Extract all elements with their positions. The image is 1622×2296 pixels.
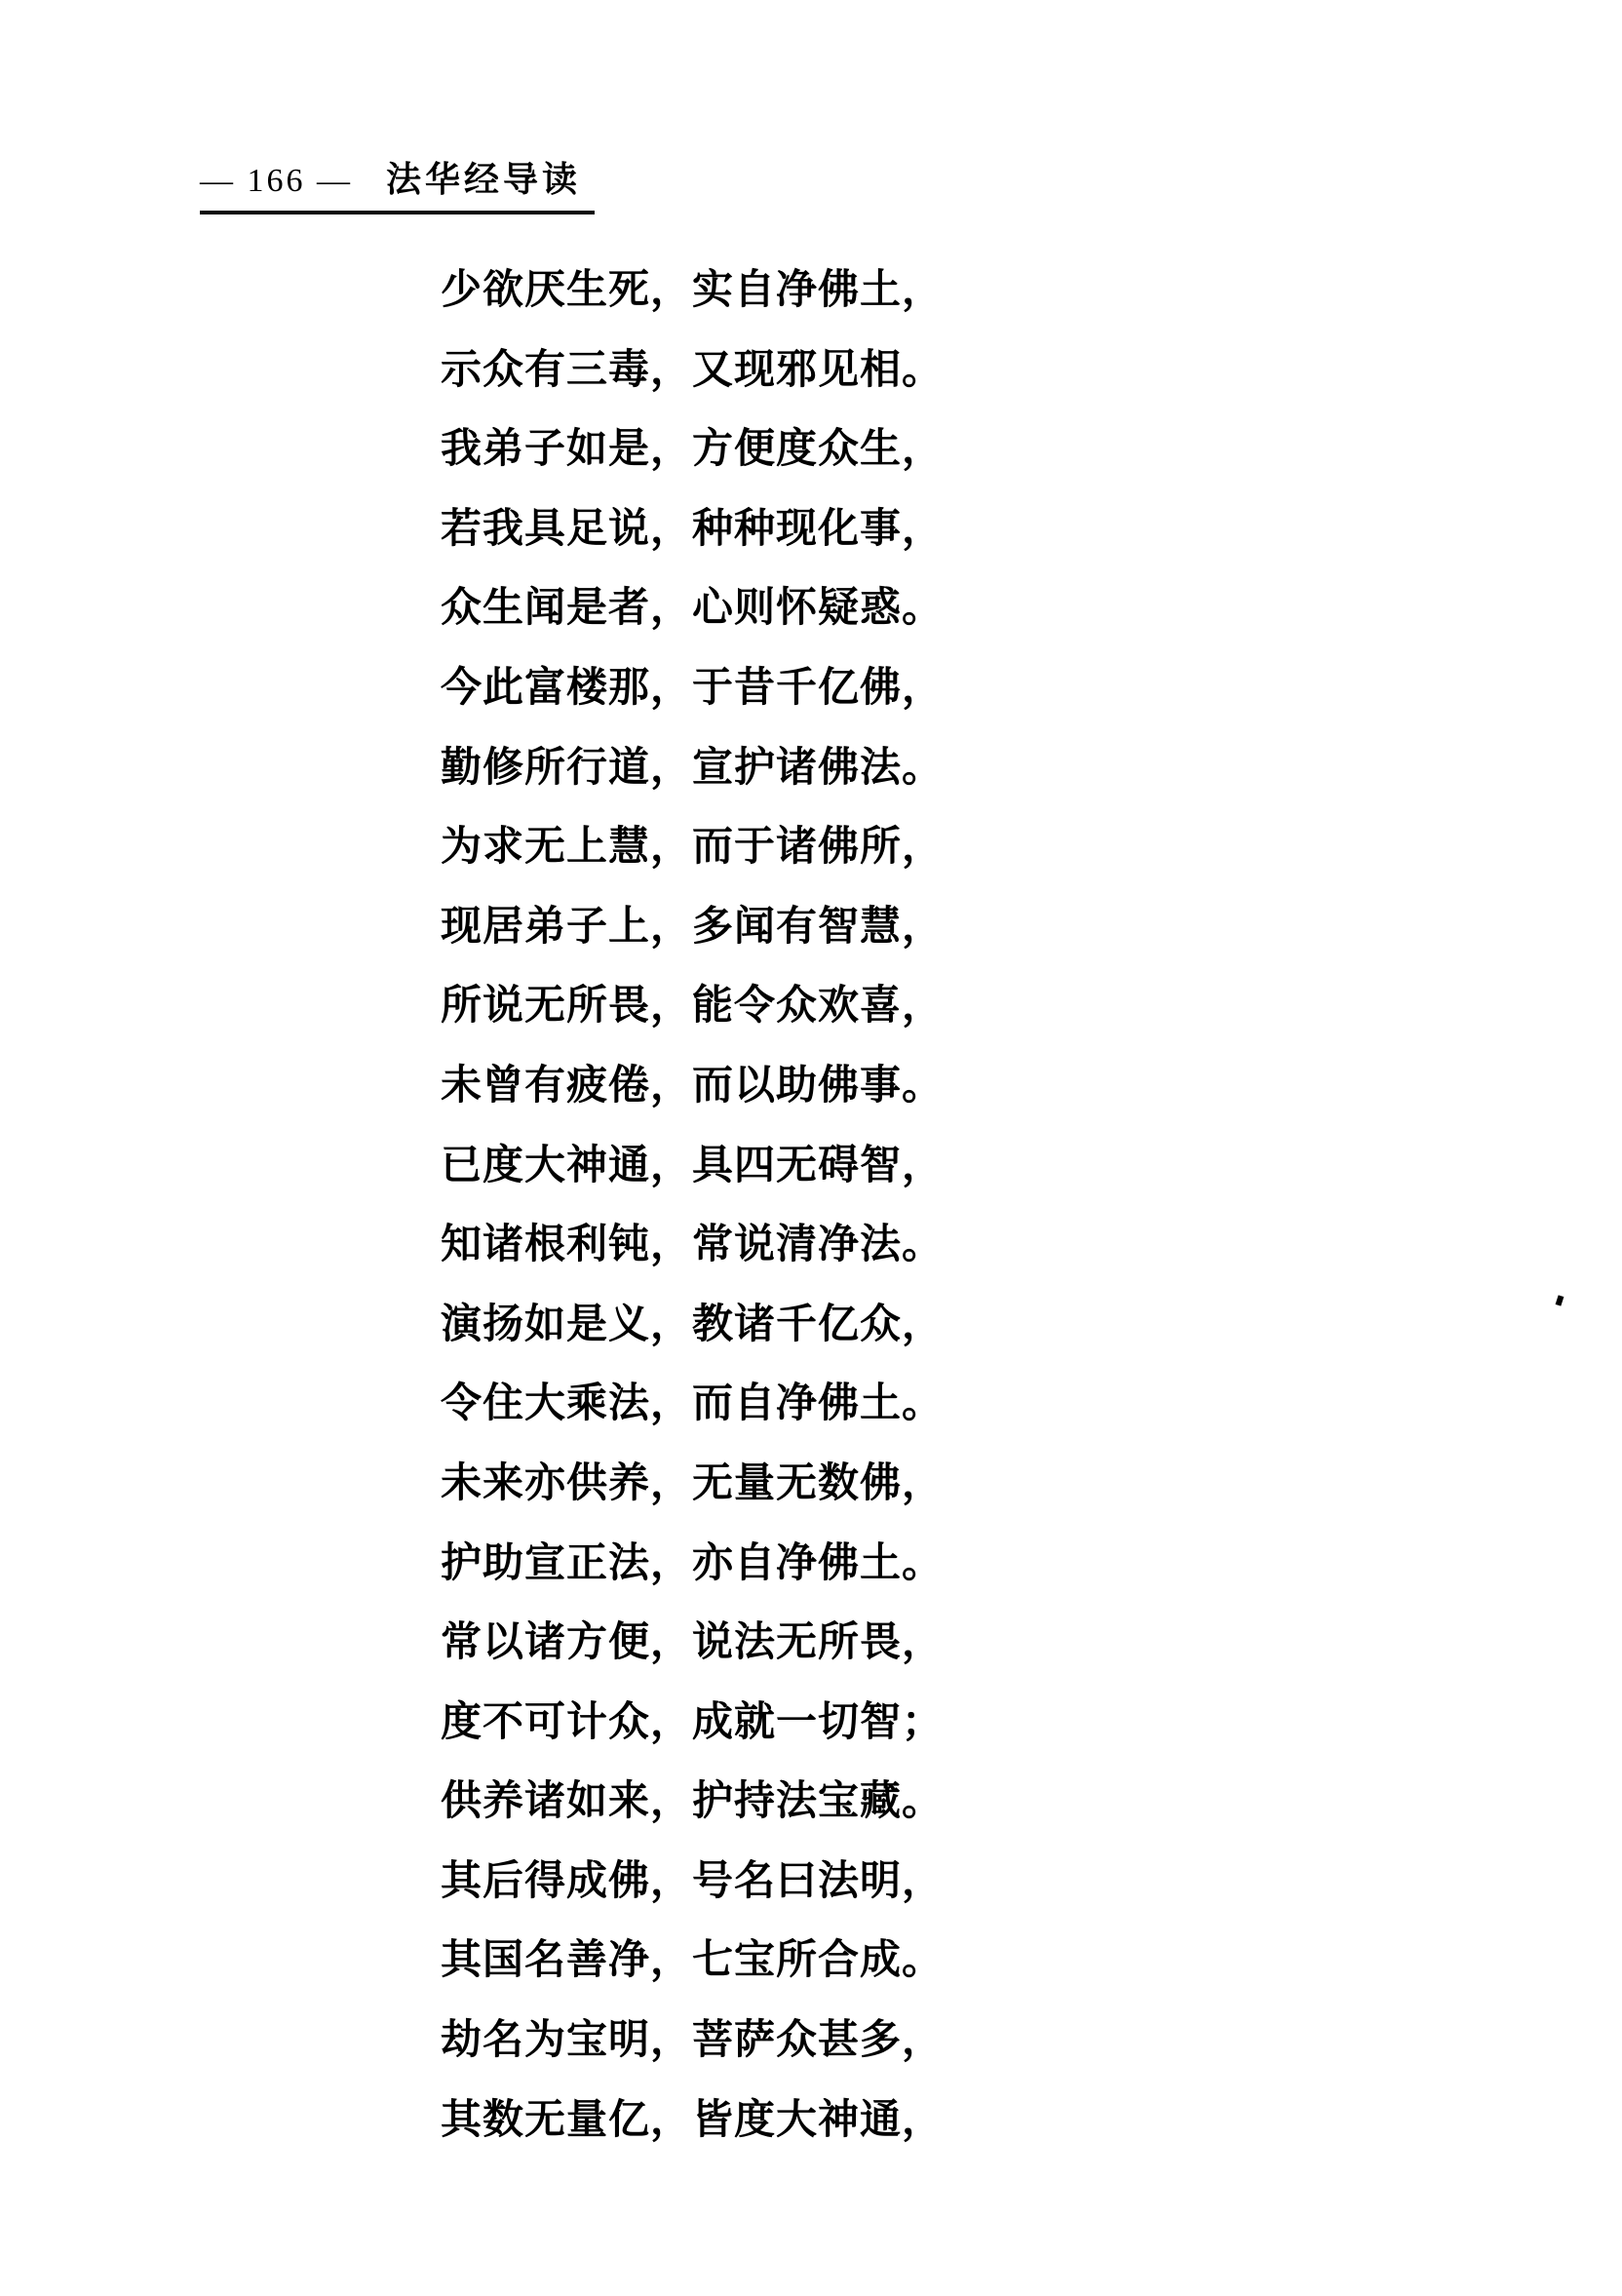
verse-line: 众生闻是者，心则怀疑惑。 bbox=[441, 584, 945, 631]
verse-line: 令住大乘法，而自净佛土。 bbox=[441, 1380, 945, 1426]
verse-line: 为求无上慧，而于诸佛所， bbox=[441, 823, 945, 870]
verse-line: 勤修所行道，宣护诸佛法。 bbox=[441, 743, 945, 790]
verse-line: 供养诸如来，护持法宝藏。 bbox=[441, 1777, 945, 1824]
book-title: 法华经导读 bbox=[386, 159, 582, 199]
verse-line: 已度大神通，具四无碍智， bbox=[441, 1141, 945, 1187]
verse-block bbox=[441, 250, 944, 2159]
verse-line: 常以诸方便，说法无所畏， bbox=[441, 1618, 945, 1665]
verse-line: 少欲厌生死，实自净佛土， bbox=[441, 266, 945, 312]
verse-line: 劫名为宝明，菩萨众甚多， bbox=[441, 2016, 945, 2063]
verse-line: 我弟子如是，方便度众生， bbox=[441, 425, 945, 472]
verse-line: 其国名善净，七宝所合成。 bbox=[441, 1936, 945, 1983]
verse-line: 所说无所畏，能令众欢喜， bbox=[441, 982, 945, 1029]
verse-line: 护助宣正法，亦自净佛土。 bbox=[441, 1538, 945, 1585]
verse-line: 其后得成佛，号名曰法明， bbox=[441, 1856, 945, 1903]
verse-line: 演扬如是义，教诸千亿众， bbox=[441, 1300, 945, 1346]
verse-line: 度不可计众，成就一切智； bbox=[441, 1697, 945, 1744]
verse-line: 若我具足说，种种现化事， bbox=[441, 504, 945, 551]
verse-line: 知诸根利钝，常说清净法。 bbox=[441, 1221, 945, 1267]
running-header bbox=[200, 152, 595, 214]
verse-line: 未曾有疲倦，而以助佛事。 bbox=[441, 1061, 945, 1108]
verse-line: 现居弟子上，多闻有智慧， bbox=[441, 902, 945, 949]
page-number: — 166 — bbox=[200, 163, 353, 199]
verse-line: 未来亦供养，无量无数佛， bbox=[441, 1459, 945, 1505]
verse-line: 示众有三毒，又现邪见相。 bbox=[441, 345, 945, 392]
verse-line: 今此富楼那，于昔千亿佛， bbox=[441, 663, 945, 710]
ink-speck-artifact bbox=[1556, 1295, 1564, 1305]
verse-line: 其数无量亿，皆度大神通， bbox=[441, 2095, 945, 2142]
